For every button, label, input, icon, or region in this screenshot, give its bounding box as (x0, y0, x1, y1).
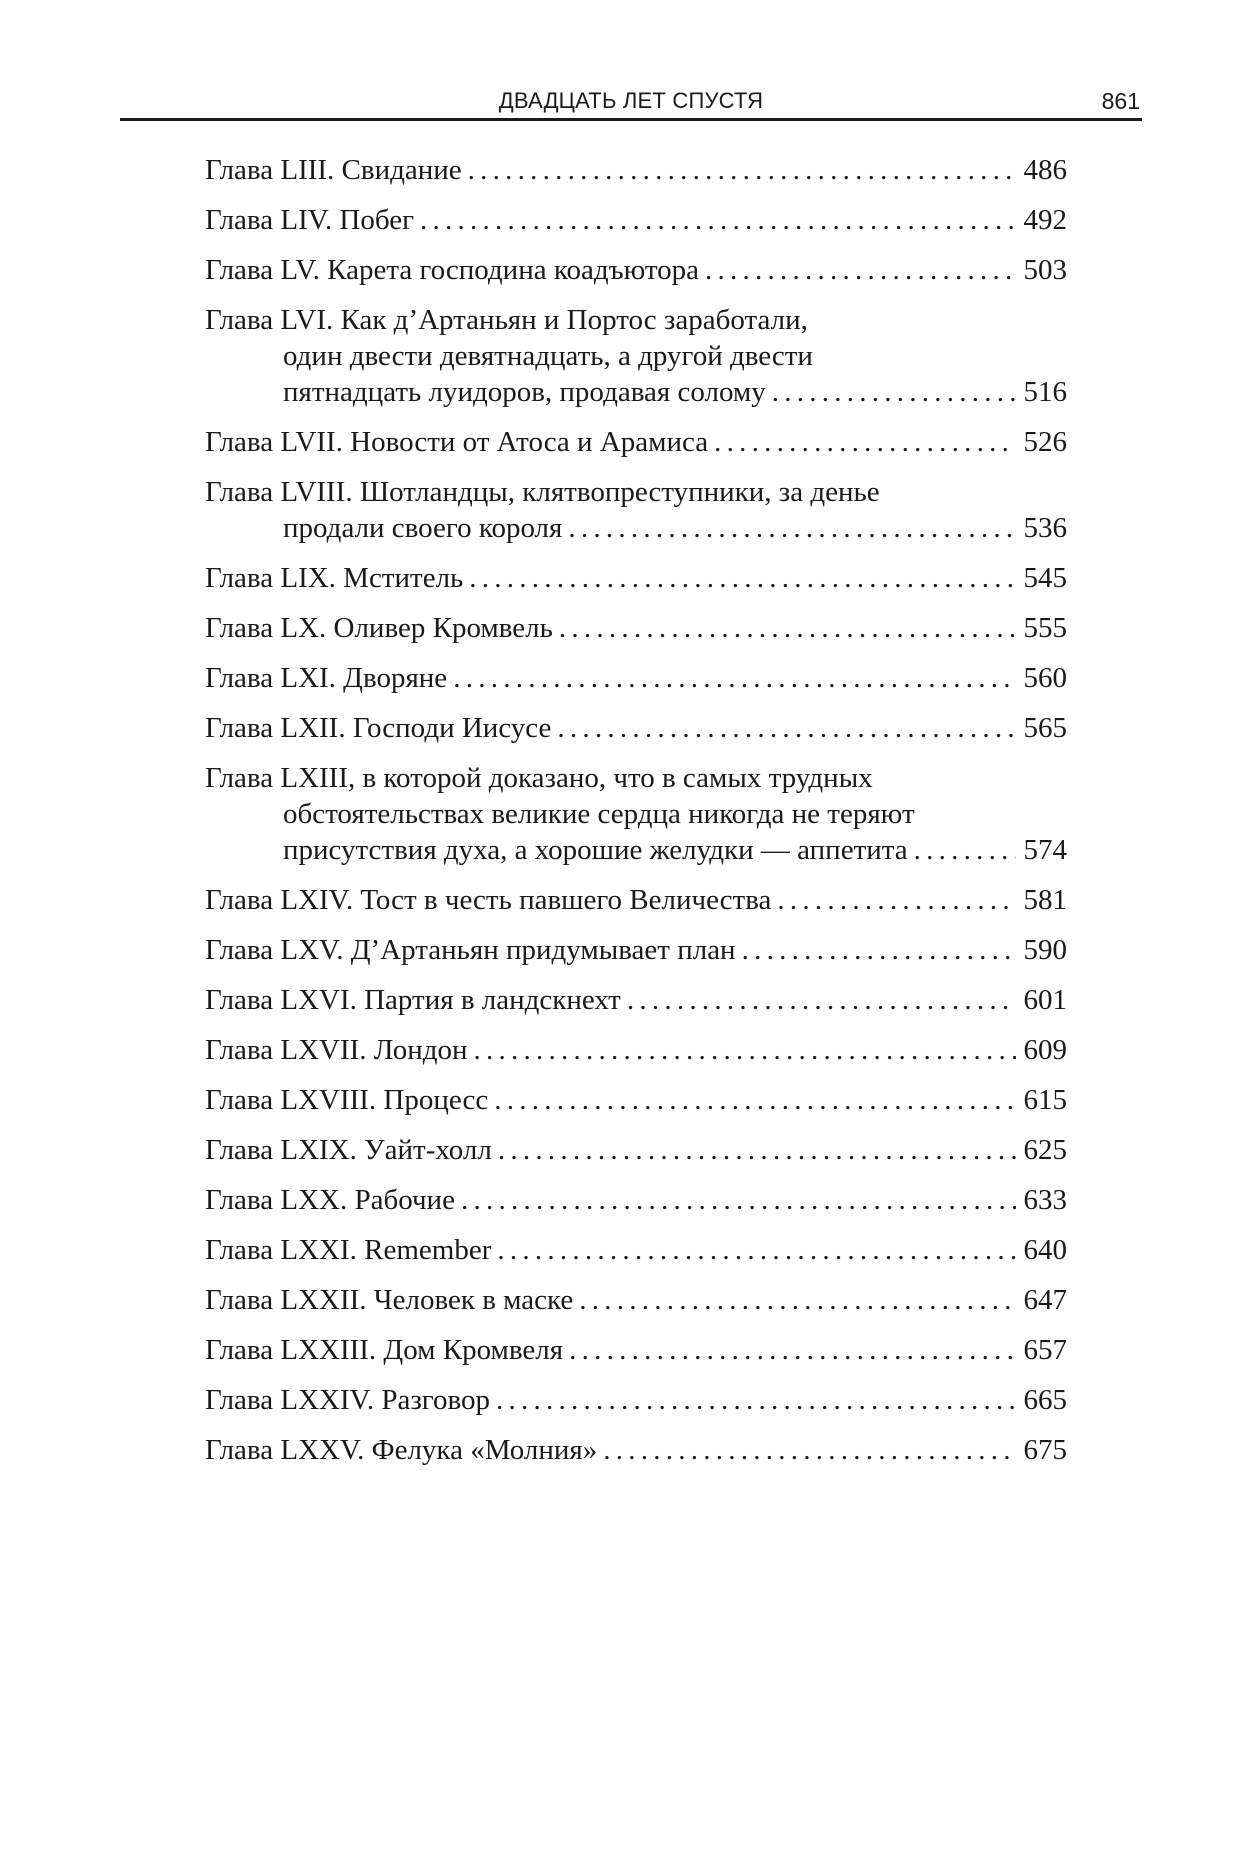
toc-entry-title: Глава LXII. Господи Иисусе (205, 712, 552, 744)
toc-entry-title-line (205, 424, 1067, 460)
toc-entry[interactable] (205, 1432, 1067, 1468)
toc-entry-continuation-line (205, 796, 1067, 832)
dot-leader (494, 1082, 1015, 1118)
toc-entry-title-line (205, 1232, 1067, 1268)
toc-entry[interactable] (205, 1082, 1067, 1118)
toc-entry-page: 601 (1023, 984, 1067, 1016)
toc-entry-title-line (205, 660, 1067, 696)
dot-leader (474, 1032, 1016, 1068)
toc-entry-title-line (205, 152, 1067, 188)
toc-entry[interactable] (205, 660, 1067, 696)
toc-entry-title-line (205, 252, 1067, 288)
running-title: ДВАДЦАТЬ ЛЕТ СПУСТЯ (498, 88, 764, 113)
toc-entry-title-line (205, 932, 1067, 968)
toc-entry-page: 609 (1023, 1034, 1067, 1066)
toc-entry[interactable] (205, 1282, 1067, 1318)
toc-entry-title: продали своего короля (283, 512, 563, 544)
toc-entry[interactable] (205, 1132, 1067, 1168)
toc-entry-title-line (205, 1082, 1067, 1118)
toc-entry-page: 590 (1023, 934, 1067, 966)
toc-entry[interactable] (205, 152, 1067, 188)
toc-entry-title: присутствия духа, а хорошие желудки — аппетита (283, 834, 908, 866)
toc-entry[interactable] (205, 252, 1067, 288)
dot-leader (498, 1132, 1016, 1168)
toc-entry-title: обстоятельствах великие сердца никогда не теряют (283, 798, 915, 830)
toc-entry-title-line (205, 882, 1067, 918)
toc-entry-title-line (205, 560, 1067, 596)
dot-leader (420, 202, 1015, 238)
toc-entry[interactable] (205, 760, 1067, 868)
toc-entry-title: Глава LIV. Побег (205, 204, 415, 236)
toc-entry-title-line (205, 610, 1067, 646)
toc-entry-page: 545 (1023, 562, 1067, 594)
toc-entry[interactable] (205, 1232, 1067, 1268)
toc-entry-page: 536 (1023, 512, 1067, 544)
toc-entry-title: Глава LIX. Мститель (205, 562, 464, 594)
toc-entry-title: Глава LXV. Д’Артаньян придумывает план (205, 934, 736, 966)
page-number: 861 (1101, 88, 1140, 114)
toc-entry[interactable] (205, 982, 1067, 1018)
toc-entry[interactable] (205, 932, 1067, 968)
toc-entry[interactable] (205, 1382, 1067, 1418)
toc-entry-title: Глава LVII. Новости от Атоса и Арамиса (205, 426, 709, 458)
dot-leader (557, 710, 1015, 746)
toc-entry-continuation-line (205, 832, 1067, 868)
toc-entry-title-line (205, 1182, 1067, 1218)
toc-entry-page: 581 (1023, 884, 1067, 916)
toc-entry-title: Глава LXXII. Человек в маске (205, 1284, 574, 1316)
toc-entry-page: 640 (1023, 1234, 1067, 1266)
toc-entry-page: 503 (1023, 254, 1067, 286)
toc-entry-page: 647 (1023, 1284, 1067, 1316)
toc-entry-title-line (205, 1282, 1067, 1318)
toc-entry-title-line (205, 1382, 1067, 1418)
toc-entry-page: 516 (1023, 376, 1067, 408)
toc-entry-title-line (205, 760, 1067, 796)
toc-entry-title-line (205, 1432, 1067, 1468)
toc-entry-title: один двести девятнадцать, а другой двести (283, 340, 813, 372)
toc-entry-title-line (205, 302, 1067, 338)
dot-leader (742, 932, 1016, 968)
toc-entry-title-line (205, 710, 1067, 746)
toc-entry-title: Глава LV. Карета господина коадъютора (205, 254, 700, 286)
toc-entry[interactable] (205, 302, 1067, 410)
toc-entry[interactable] (205, 1182, 1067, 1218)
dot-leader (569, 1332, 1015, 1368)
toc-entry[interactable] (205, 610, 1067, 646)
toc-entry-page: 492 (1023, 204, 1067, 236)
toc-entry-title-line (205, 1032, 1067, 1068)
dot-leader (496, 1382, 1016, 1418)
toc-entry[interactable] (205, 1032, 1067, 1068)
toc-entry-page: 555 (1023, 612, 1067, 644)
dot-leader (714, 424, 1015, 460)
dot-leader (469, 560, 1015, 596)
toc-entry-title: пятнадцать луидоров, продавая солому (283, 376, 766, 408)
toc-entry-title: Глава LXIV. Тост в честь павшего Величества (205, 884, 772, 916)
toc-entry-title: Глава LXXIII. Дом Кромвеля (205, 1334, 564, 1366)
dot-leader (468, 152, 1016, 188)
toc-entry-page: 657 (1023, 1334, 1067, 1366)
toc-entry-title: Глава LXVII. Лондон (205, 1034, 468, 1066)
toc-entry-page: 560 (1023, 662, 1067, 694)
toc-entry-page: 665 (1023, 1384, 1067, 1416)
toc-entry-title: Глава LXX. Рабочие (205, 1184, 455, 1216)
toc-entry-continuation-line (205, 374, 1067, 410)
toc-entry-page: 565 (1023, 712, 1067, 744)
toc-entry-title: Глава LXXI. Remember (205, 1234, 492, 1266)
dot-leader (461, 1182, 1016, 1218)
toc-entry-title: Глава LIII. Свидание (205, 154, 462, 186)
toc-entry-title-line (205, 982, 1067, 1018)
toc-entry-page: 675 (1023, 1434, 1067, 1466)
dot-leader (603, 1432, 1015, 1468)
toc-entry[interactable] (205, 202, 1067, 238)
toc-entry-title: Глава LXVIII. Процесс (205, 1084, 489, 1116)
toc-entry-title: Глава LVI. Как д’Артаньян и Портос заработали, (205, 304, 808, 336)
toc-entry[interactable] (205, 560, 1067, 596)
running-header (120, 84, 1142, 121)
toc-entry-title-line (205, 202, 1067, 238)
toc-entry-title: Глава LXI. Дворяне (205, 662, 448, 694)
toc-entry[interactable] (205, 474, 1067, 546)
toc-entry-title: Глава LVIII. Шотландцы, клятвопреступники, за денье (205, 476, 880, 508)
toc-entry-continuation-line (205, 338, 1067, 374)
toc-entry-continuation-line (205, 510, 1067, 546)
toc-entry-page: 615 (1023, 1084, 1067, 1116)
dot-leader (627, 982, 1016, 1018)
toc-entry-title: Глава LXIII, в которой доказано, что в самых трудных (205, 762, 873, 794)
toc-entry-title: Глава LXXV. Фелука «Молния» (205, 1434, 598, 1466)
toc-entry-title-line (205, 474, 1067, 510)
table-of-contents (205, 152, 1067, 1482)
toc-entry[interactable] (205, 710, 1067, 746)
toc-entry-page: 526 (1023, 426, 1067, 458)
dot-leader (559, 610, 1016, 646)
toc-entry-title: Глава LXVI. Партия в ландскнехт (205, 984, 621, 1016)
toc-entry[interactable] (205, 424, 1067, 460)
toc-entry-title: Глава LXXIV. Разговор (205, 1384, 490, 1416)
dot-leader (579, 1282, 1015, 1318)
toc-entry[interactable] (205, 1332, 1067, 1368)
toc-entry[interactable] (205, 882, 1067, 918)
toc-entry-page: 625 (1023, 1134, 1067, 1166)
toc-entry-page: 574 (1023, 834, 1067, 866)
toc-entry-title-line (205, 1332, 1067, 1368)
dot-leader (453, 660, 1015, 696)
toc-entry-title: Глава LX. Оливер Кромвель (205, 612, 553, 644)
dot-leader (497, 1232, 1015, 1268)
dot-leader (914, 832, 1016, 868)
toc-entry-page: 486 (1023, 154, 1067, 186)
dot-leader (568, 510, 1015, 546)
toc-entry-page: 633 (1023, 1184, 1067, 1216)
dot-leader (772, 374, 1016, 410)
dot-leader (777, 882, 1015, 918)
toc-entry-title: Глава LXIX. Уайт-холл (205, 1134, 492, 1166)
dot-leader (705, 252, 1015, 288)
toc-entry-title-line (205, 1132, 1067, 1168)
